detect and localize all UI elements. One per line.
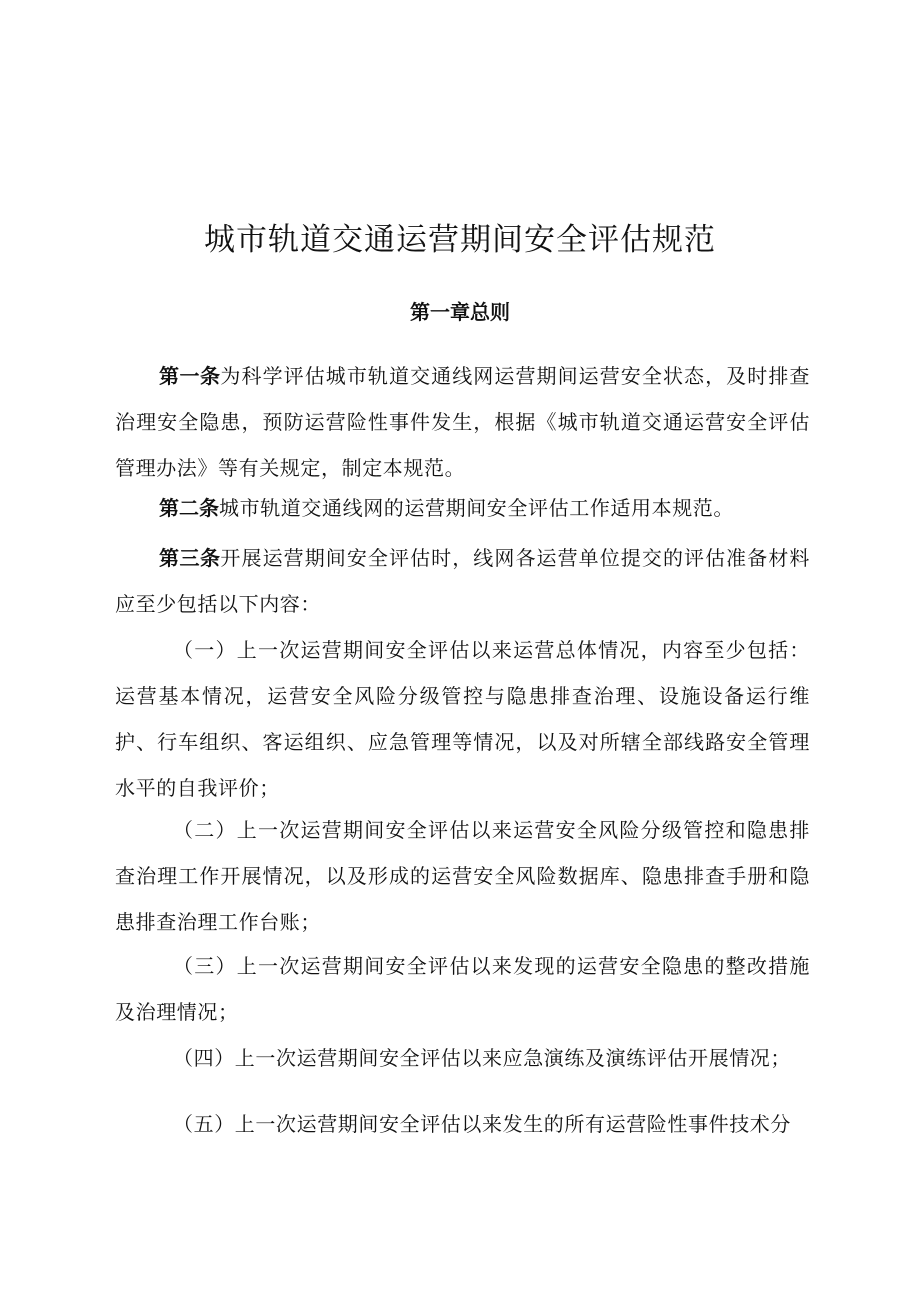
list-item-4: （四）上一次运营期间安全评估以来应急演练及演练评估开展情况； [173, 1046, 791, 1070]
article-1-label: 第一条 [159, 364, 221, 388]
list-item-3: （三）上一次运营期间安全评估以来发现的运营安全隐患的整改措施及治理情况； [115, 954, 810, 1024]
chapter-heading: 第一章总则 [410, 300, 510, 324]
list-item-5: （五）上一次运营期间安全评估以来发生的所有运营险性事件技术分 [173, 1112, 791, 1136]
article-3-label: 第三条 [159, 546, 221, 570]
document-title: 城市轨道交通运营期间安全评估规范 [204, 222, 716, 258]
article-2 [115, 485, 810, 531]
article-1 [115, 353, 810, 491]
list-item-1: （一）上一次运营期间安全评估以来运营总体情况，内容至少包括：运营基本情况，运营安全风险分级管控与隐患排查治理、设施设备运行维护、行车组织、客运组织、应急管理等情况，以及对所辖全部线路安全管理水平的自我评价； [115, 638, 810, 800]
article-2-label: 第二条 [159, 496, 219, 520]
article-2-text: 城市轨道交通线网的运营期间安全评估工作适用本规范。 [219, 496, 734, 520]
article-3-text: 开展运营期间安全评估时，线网各运营单位提交的评估准备材料应至少包括以下内容： [115, 546, 810, 616]
article-3 [115, 535, 810, 627]
article-1-text: 为科学评估城市轨道交通线网运营期间运营安全状态，及时排查治理安全隐患，预防运营险性事件发生，根据《城市轨道交通运营安全评估管理办法》等有关规定，制定本规范。 [115, 364, 810, 480]
list-item-2: （二）上一次运营期间安全评估以来运营安全风险分级管控和隐患排查治理工作开展情况，以及形成的运营安全风险数据库、隐患排查手册和隐患排查治理工作台账； [115, 818, 810, 934]
